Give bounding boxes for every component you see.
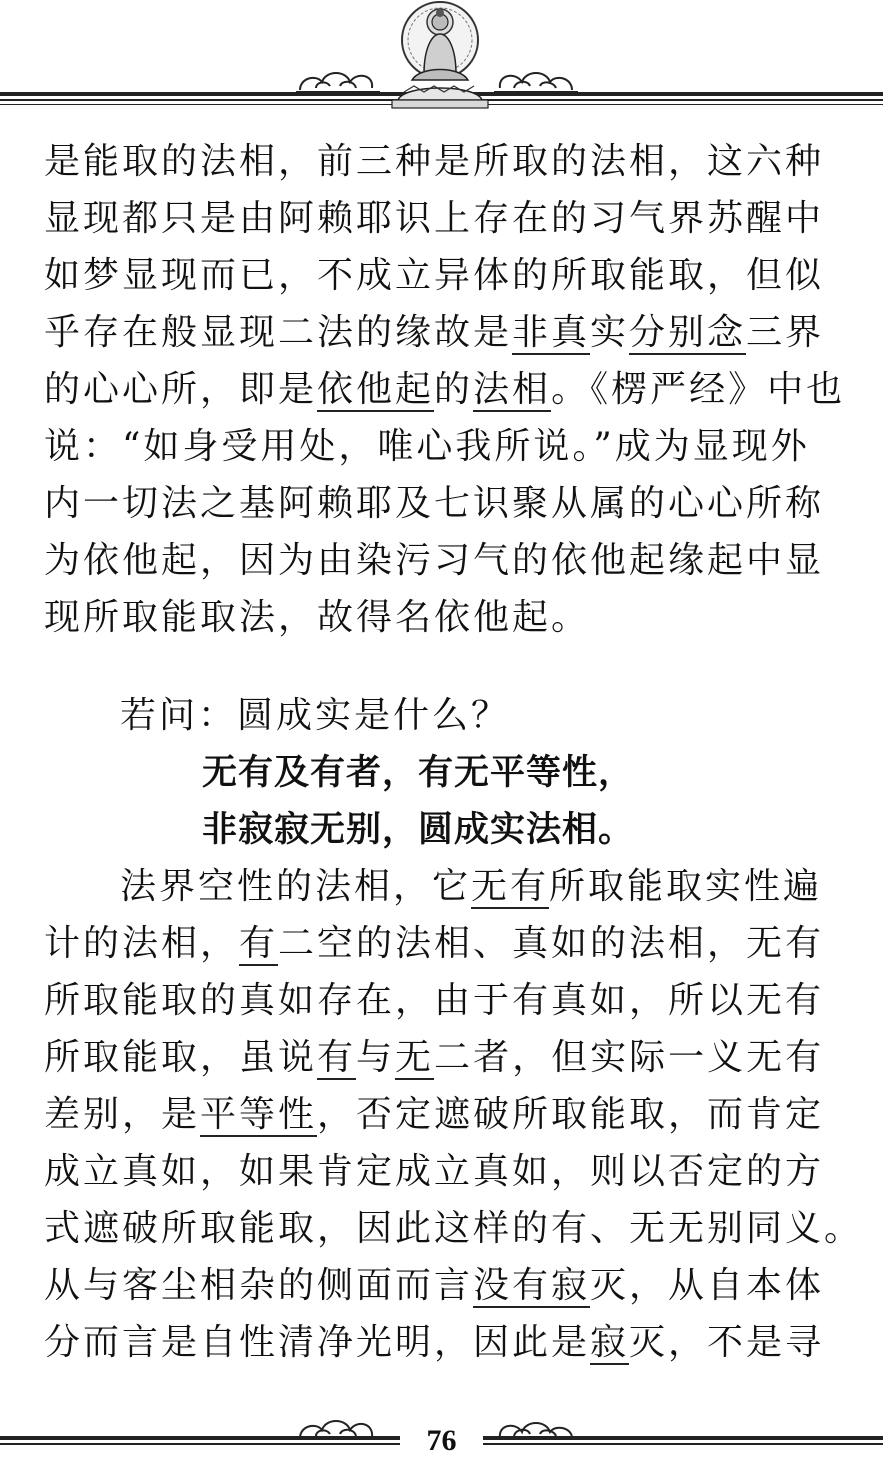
underlined-term: 非真 (512, 312, 591, 353)
underlined-term: 寂 (590, 1322, 630, 1363)
text-run: 显现都只是由阿赖耶识上存在的习气界苏醒中 (44, 198, 825, 239)
text-run: 的 (434, 369, 474, 410)
body-text (44, 136, 864, 1374)
underlined-term: 无有 (471, 866, 550, 907)
underlined-term: 分别念 (629, 312, 747, 353)
text-run: 与 (356, 1037, 396, 1078)
text-run: 内一切法之基阿赖耶及七识聚从属的心心所称 (44, 483, 825, 524)
text-line (44, 1317, 844, 1374)
buddha-emblem-icon (0, 0, 883, 112)
text-line (44, 364, 844, 421)
text-run: 为依他起，因为由染污习气的依他起缘起中显 (44, 540, 825, 581)
underlined-term: 有 (317, 1037, 357, 1078)
text-run: 现所取能取法，故得名依他起。 (44, 597, 591, 638)
cloud-ornament-right-icon (494, 73, 578, 92)
paragraph-1 (44, 136, 844, 649)
text-line (44, 1260, 844, 1317)
text-line (44, 307, 844, 364)
text-run: 的心心所，即是 (44, 369, 318, 410)
text-line (44, 478, 844, 535)
text-line (44, 1089, 844, 1146)
text-run: 所取能取，虽说 (44, 1037, 318, 1078)
text-line (44, 1032, 844, 1089)
underlined-term: 法相 (473, 369, 552, 410)
underlined-term: 依他起 (317, 369, 435, 410)
underlined-term: 无 (395, 1037, 435, 1078)
question-line: 若问：圆成实是什么？ (120, 695, 511, 736)
text-run: 实 (590, 312, 630, 353)
text-run: 二空的法相、真如的法相，无有 (278, 923, 825, 964)
verse-line-2: 非寂寂无别，圆成实法相。 (202, 810, 635, 850)
text-line (44, 421, 844, 478)
underlined-term: 平等性 (200, 1094, 318, 1135)
text-run: 三界 (746, 312, 825, 353)
cloud-ornament-left-icon (296, 73, 380, 92)
text-run: 二者，但实际一义无有 (434, 1037, 825, 1078)
text-run: 从与客尘相杂的侧面而言 (44, 1265, 474, 1306)
text-run: 法界空性的法相，它 (120, 866, 472, 907)
text-run: 乎存在般显现二法的缘故是 (44, 312, 513, 353)
text-run: 灭，不是寻 (629, 1322, 825, 1363)
text-line (44, 861, 844, 918)
text-run: 分而言是自性清净光明，因此是 (44, 1322, 591, 1363)
page-header (0, 0, 883, 112)
text-line (44, 592, 844, 649)
page-number: 76 (426, 1424, 457, 1457)
text-run: 式遮破所取能取，因此这样的有、无无别同义。 (44, 1208, 864, 1249)
text-line (44, 193, 844, 250)
paragraph-2 (44, 861, 864, 1374)
text-run: 灭，从自本体 (590, 1265, 825, 1306)
text-run: 差别，是 (44, 1094, 201, 1135)
underlined-term: 有 (239, 923, 279, 964)
text-run: 是能取的法相，前三种是所取的法相，这六种 (44, 141, 825, 182)
text-line (44, 918, 844, 975)
text-line (44, 136, 844, 193)
text-line (44, 535, 844, 592)
verse-line-1: 无有及有者，有无平等性， (202, 753, 635, 793)
text-line (44, 250, 844, 307)
text-line (44, 975, 844, 1032)
text-run: 说：“如身受用处，唯心我所说。”成为显现外 (44, 426, 810, 467)
text-run: 成立真如，如果肯定成立真如，则以否定的方 (44, 1151, 825, 1192)
text-line (44, 1203, 864, 1260)
paragraph-gap (44, 649, 844, 690)
text-run: 所取能取的真如存在，由于有真如，所以无有 (44, 980, 825, 1021)
underlined-term: 没有寂 (473, 1265, 591, 1306)
text-run: 如梦显现而已，不成立异体的所取能取，但似 (44, 255, 825, 296)
text-run: 。《楞严经》中也 (551, 369, 846, 410)
text-run: 所取能取实性遍 (549, 866, 823, 907)
text-run: ，否定遮破所取能取，而肯定 (317, 1094, 825, 1135)
text-line (44, 1146, 844, 1203)
text-run: 计的法相， (44, 923, 240, 964)
